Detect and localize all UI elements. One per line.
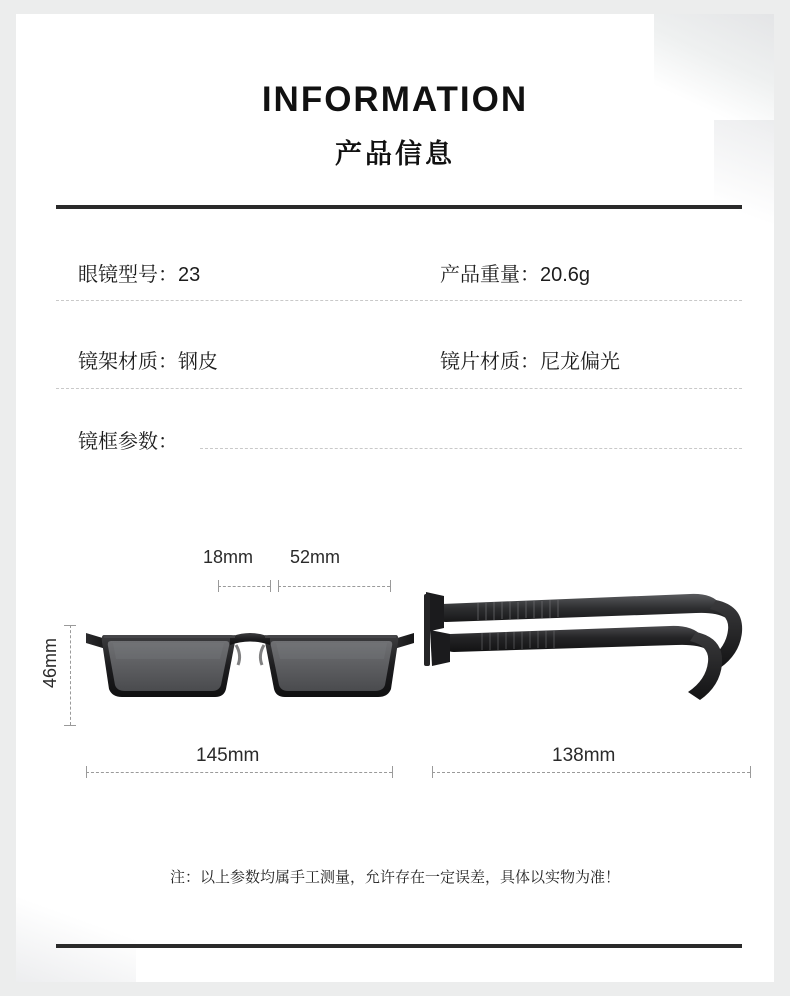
spec-frame-material-label: 镜架材质：钢皮 [78, 351, 218, 373]
dim-lens-height-tick-bottom [64, 725, 76, 726]
dim-lens-width-tick-left [278, 580, 279, 592]
dim-lens-height-tick-top [64, 625, 76, 626]
spec-weight-label: 产品重量：20.6g [440, 264, 591, 286]
glasses-dimension-diagram [0, 520, 790, 820]
dim-lens-height-line [70, 625, 71, 725]
spec-lens-material-label: 镜片材质：尼龙偏光 [440, 351, 620, 373]
spec-model-label: 眼镜型号：23 [78, 264, 201, 286]
dim-temple-length-label: 138mm [552, 745, 616, 766]
dim-lens-width-line [278, 586, 390, 587]
spec-frame-params-label: 镜框参数： [78, 431, 178, 453]
dim-lens-width-label: 52mm [290, 547, 341, 567]
page-title-chinese: 产品信息 [335, 139, 455, 169]
spec-divider-3 [200, 448, 742, 449]
measurement-note: 注：以上参数均属手工测量，允许存在一定误差，具体以实物为准！ [169, 869, 620, 886]
dim-bridge-label: 18mm [203, 547, 254, 567]
divider-top [56, 205, 742, 209]
dim-frame-width-tick-left [86, 766, 87, 778]
dim-lens-width-tick-right [390, 580, 391, 592]
dim-temple-length-line [432, 772, 750, 773]
dim-bridge-tick-right [270, 580, 271, 592]
spec-divider-2 [56, 388, 742, 389]
glasses-side-view-image [420, 582, 760, 722]
dim-lens-height-label: 46mm [40, 638, 60, 689]
divider-bottom [56, 944, 742, 948]
glasses-front-view-image [80, 615, 420, 735]
dim-frame-width-label: 145mm [196, 745, 260, 766]
dim-temple-length-tick-right [750, 766, 751, 778]
spec-divider-1 [56, 300, 742, 301]
dim-frame-width-line [86, 772, 392, 773]
dim-frame-width-tick-right [392, 766, 393, 778]
dim-temple-length-tick-left [432, 766, 433, 778]
dim-bridge-tick-left [218, 580, 219, 592]
page-title-english: INFORMATION [261, 80, 529, 119]
dim-bridge-line [218, 586, 270, 587]
